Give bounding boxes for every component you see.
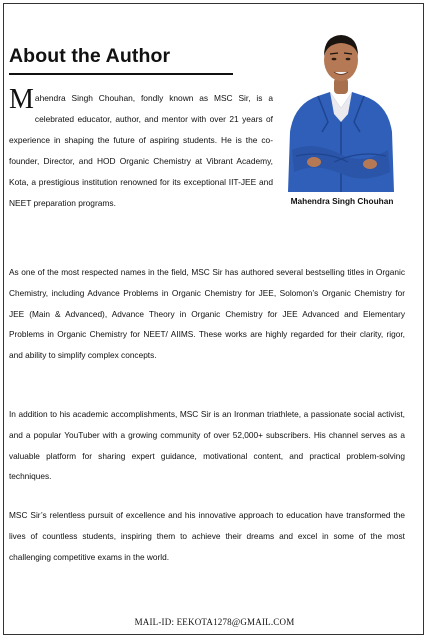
books-paragraph: As one of the most respected names in the field, MSC Sir has authored several bestselling titles in Organic Chemistry, including Advance Problems in Organic Chemistry for JEE, Solomon’s Organic Chemistry for JEE (Main & Advanced), Advance Theory in Organic Chemistry for JEE Advanced and Elementary Problems in Organic Chemistry for NEET/ AIIMS. These works are highly regarded for their clarity, rigor, and ability to simplify complex concepts.	[9, 267, 405, 361]
page-title: About the Author	[9, 45, 171, 67]
author-photo	[284, 22, 398, 192]
impact-paragraph: MSC Sir’s relentless pursuit of excellence and his innovative approach to education have transformed the lives of countless students, inspiring them to achieve their dreams and excel in some of the most challenging competitive exams in the world.	[9, 510, 405, 562]
drop-cap: M	[9, 84, 34, 115]
intro-paragraph	[9, 84, 273, 214]
contact-email: MAIL-ID: EEKOTA1278@GMAIL.COM	[134, 617, 295, 627]
accomplishments-paragraph: In addition to his academic accomplishments, MSC Sir is an Ironman triathlete, a passionate social activist, and a popular YouTuber with a growing community of over 52,000+ subscribers. His channel serves as a valuable platform for sharing expert guidance, motivational content, and practical problem-solving techniques.	[9, 409, 405, 482]
title-underline	[9, 73, 233, 75]
author-name-caption: Mahendra Singh Chouhan	[290, 196, 394, 206]
intro-text: ahendra Singh Chouhan, fondly known as MSC Sir, is a celebrated educator, author, and mentor with over 21 years of experience in shaping the future of aspiring students. He is the co-founder, Director, and HOD Organic Chemistry at Vibrant Academy, Kota, a prestigious institution renowned for its exceptional IIT-JEE and NEET preparation programs.	[9, 93, 273, 208]
